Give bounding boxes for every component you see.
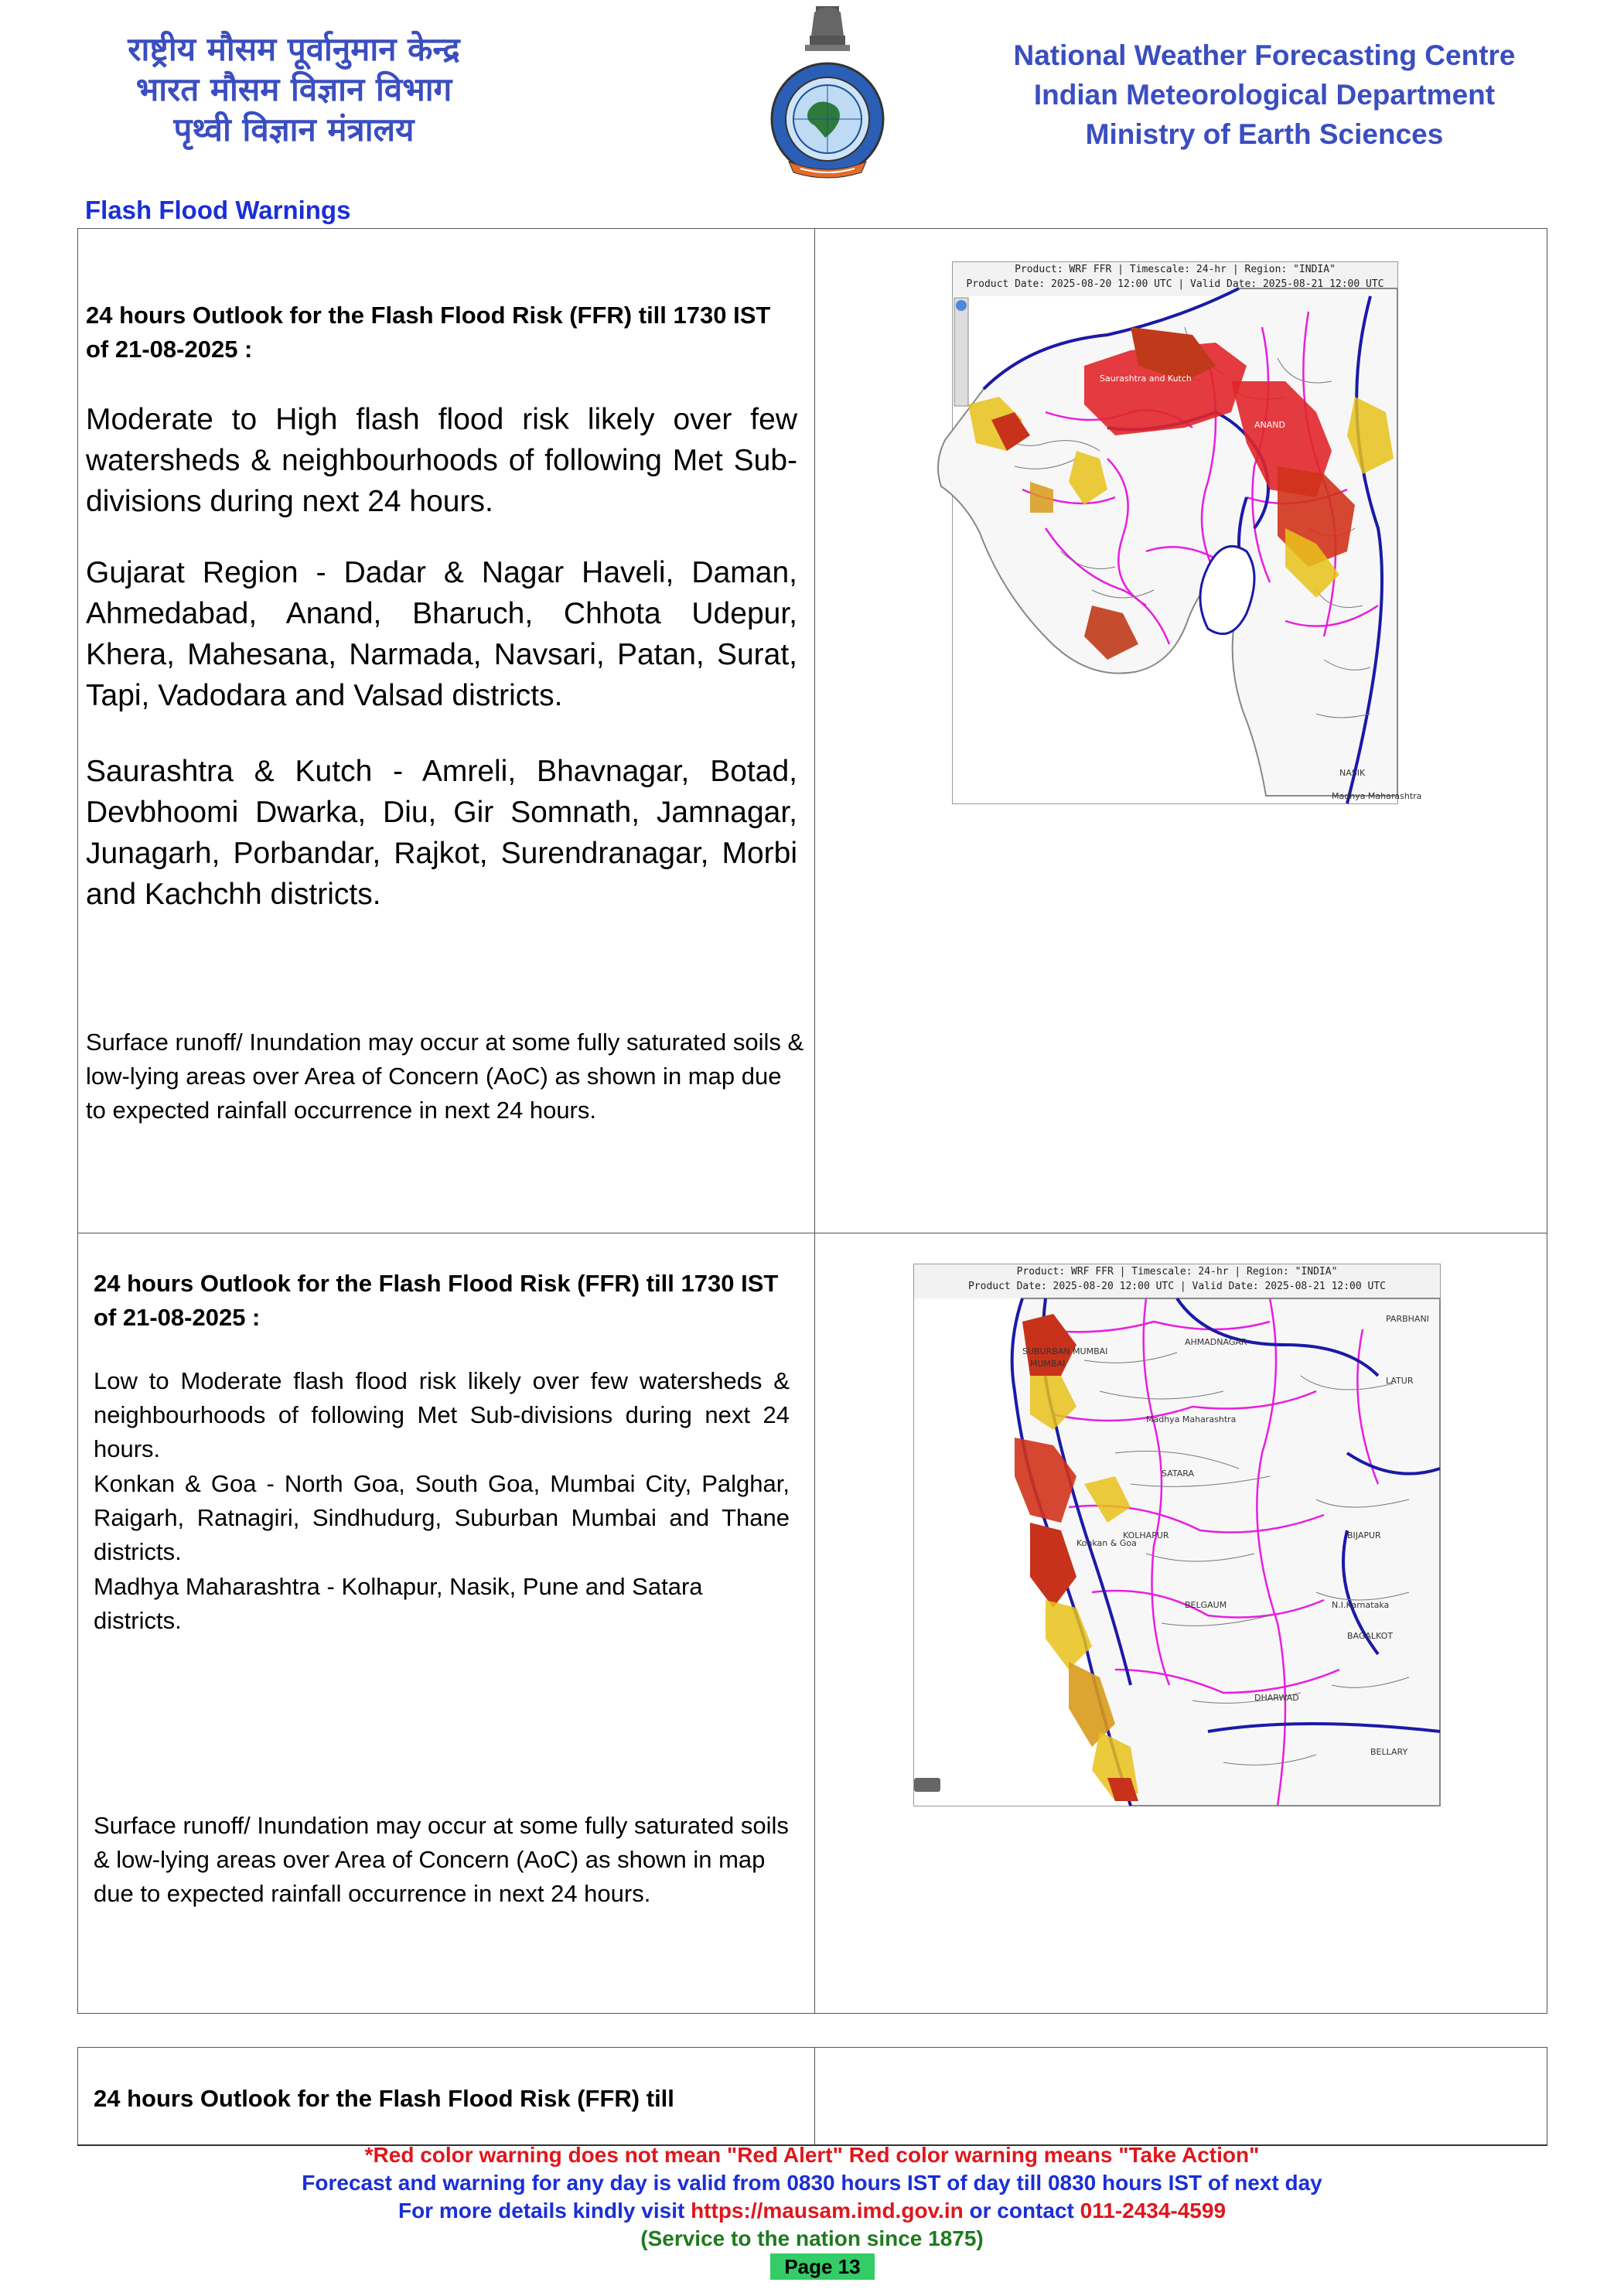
block-1-note: Surface runoff/ Inundation may occur at some fully saturated soils & low-lying areas over Area of Concern (AoC) as shown in map due to expected rainfall occurrence in next 24 hours. <box>86 1029 804 1124</box>
map-2-caption <box>914 1264 1440 1299</box>
header-english-line-2: Indian Meteorological Department <box>1033 79 1496 111</box>
map-2-label-suburban-mumbai: SUBURBAN MUMBAI <box>1022 1346 1108 1356</box>
ffr-map-gujarat <box>952 261 1422 804</box>
map-2-caption-line-2: Product Date: 2025-08-20 12:00 UTC | Valid Date: 2025-08-21 12:00 UTC <box>967 1281 1387 1292</box>
map-1-label-madhya-maharashtra: Madhya Maharashtra <box>1332 791 1422 801</box>
map-1-zoom-slider[interactable] <box>954 298 968 406</box>
header-hindi-line-1: राष्ट्रीय मौसम पूर्वानुमान केन्द्र <box>128 30 460 68</box>
header-english <box>971 36 1558 154</box>
map-1-zoom-icon[interactable] <box>956 300 967 311</box>
block-1-region-1: Gujarat Region - Dadar & Nagar Haveli, Daman, Ahmedabad, Anand, Bharuch, Chhota Udepur, Khera, Mahesana, Narmada, Navsari, Patan, Surat, Tapi, Vadodara and Valsad districts. <box>86 556 797 712</box>
map-2-label-mumbai: MUMBAI <box>1030 1359 1066 1369</box>
header-english-line-1: National Weather Forecasting Centre <box>1013 39 1516 71</box>
block-1-heading: 24 hours Outlook for the Flash Flood Risk (FFR) till 1730 IST of 21-08-2025 : <box>86 302 771 363</box>
block-1-region-2: Saurashtra & Kutch - Amreli, Bhavnagar, Botad, Devbhoomi Dwarka, Diu, Gir Somnath, Jamnagar, Junagarh, Porbandar, Rajkot, Surendranagar, Morbi and Kachchh districts. <box>86 755 797 911</box>
map-1-label-saurashtra: Saurashtra and Kutch <box>1100 374 1192 384</box>
map-2-label-belgaum: BELGAUM <box>1185 1600 1227 1610</box>
map-2-label-parbhani: PARBHANI <box>1386 1314 1429 1324</box>
block-2-intro: Low to Moderate flash flood risk likely over few watersheds & neighbourhoods of following Met Sub-divisions during next 24 hours. <box>94 1367 790 1462</box>
map-1-label-nasik: NASIK <box>1339 768 1366 778</box>
map-2-label-dharwad: DHARWAD <box>1254 1693 1299 1703</box>
footer-line-2: Forecast and warning for any day is valid from 0830 hours IST of day till 0830 hours IST of next day <box>302 2171 1322 2195</box>
block-2-region-1: Konkan & Goa - North Goa, South Goa, Mumbai City, Palghar, Raigarh, Ratnagiri, Sindhudurg, Suburban Mumbai and Thane districts. <box>94 1470 790 1565</box>
table-divider <box>814 2048 815 2144</box>
table-divider <box>814 1233 815 2013</box>
warning-table-3 <box>77 2047 1547 2144</box>
map-2-label-bagalkot: BAGALKOT <box>1347 1631 1394 1641</box>
footer-line-1: *Red color warning does not mean "Red Alert" Red color warning means "Take Action" <box>364 2143 1260 2167</box>
map-2-label-ni-karnataka: N.I.Karnataka <box>1332 1600 1390 1610</box>
map-2-label-ahmadnagar: AHMADNAGAR <box>1185 1337 1247 1347</box>
warning-table-2 <box>77 1233 1547 2014</box>
ffr-map-konkan <box>913 1264 1441 1806</box>
header-hindi-line-3: पृथ्वी विज्ञान मंत्रालय <box>173 111 415 148</box>
map-1-graphic <box>953 296 1422 803</box>
map-2-label-bijapur: BIJAPUR <box>1347 1530 1381 1540</box>
map-2-label-konkan-goa: Konkan & Goa <box>1076 1538 1137 1548</box>
table-divider <box>814 229 815 1233</box>
block-2-heading: 24 hours Outlook for the Flash Flood Risk (FFR) till 1730 IST of 21-08-2025 : <box>94 1270 779 1331</box>
map-1-caption-line-2: Product Date: 2025-08-20 12:00 UTC | Valid Date: 2025-08-21 12:00 UTC <box>966 278 1384 290</box>
block-2-note: Surface runoff/ Inundation may occur at some fully saturated soils & low-lying areas over Area of Concern (AoC) as shown in map due to expected rainfall occurrence in next 24 hours. <box>94 1812 789 1907</box>
warning-table-1 <box>77 228 1547 1233</box>
footer-visit-text: For more details kindly visit <box>397 2199 691 2223</box>
imd-emblem-logo <box>754 3 901 183</box>
map-2-graphic <box>914 1298 1440 1806</box>
map-2-label-satara: SATARA <box>1162 1469 1194 1479</box>
map-2-caption-line-1: Product: WRF FFR | Timescale: 24-hr | Region: "INDIA" <box>1016 1266 1338 1278</box>
header-hindi <box>77 29 510 150</box>
map-2-label-bellary: BELLARY <box>1370 1747 1408 1757</box>
header-english-line-3: Ministry of Earth Sciences <box>1085 118 1444 150</box>
page-number-badge: Page 13 <box>770 2253 875 2280</box>
block-3-heading: 24 hours Outlook for the Flash Flood Risk (FFR) till <box>94 2085 674 2112</box>
footer-contact-text: or contact <box>963 2199 1080 2223</box>
section-title: Flash Flood Warnings <box>85 196 351 224</box>
map-2-scale-button[interactable] <box>914 1778 940 1792</box>
block-2-region-2: Madhya Maharashtra - Kolhapur, Nasik, Pune and Satara districts. <box>94 1573 703 1634</box>
block-1-intro: Moderate to High flash flood risk likely over few watersheds & neighbourhoods of following Met Sub-divisions during next 24 hours. <box>86 403 797 518</box>
footer-phone: 011-2434-4599 <box>1080 2199 1227 2223</box>
map-1-caption-line-1: Product: WRF FFR | Timescale: 24-hr | Region: "INDIA" <box>1015 264 1336 275</box>
map-1-label-anand: ANAND <box>1254 420 1285 430</box>
map-2-label-latur: LATUR <box>1386 1376 1414 1386</box>
footer-line-4: (Service to the nation since 1875) <box>640 2226 984 2250</box>
header-hindi-line-2: भारत मौसम विज्ञान विभाग <box>135 70 452 108</box>
footer-line-3 <box>0 2197 1624 2225</box>
footer-website-link[interactable]: https://mausam.imd.gov.in <box>691 2199 964 2223</box>
map-2-label-kolhapur: KOLHAPUR <box>1123 1530 1169 1540</box>
map-2-label-madhya-maharashtra: Madhya Maharashtra <box>1146 1414 1237 1424</box>
